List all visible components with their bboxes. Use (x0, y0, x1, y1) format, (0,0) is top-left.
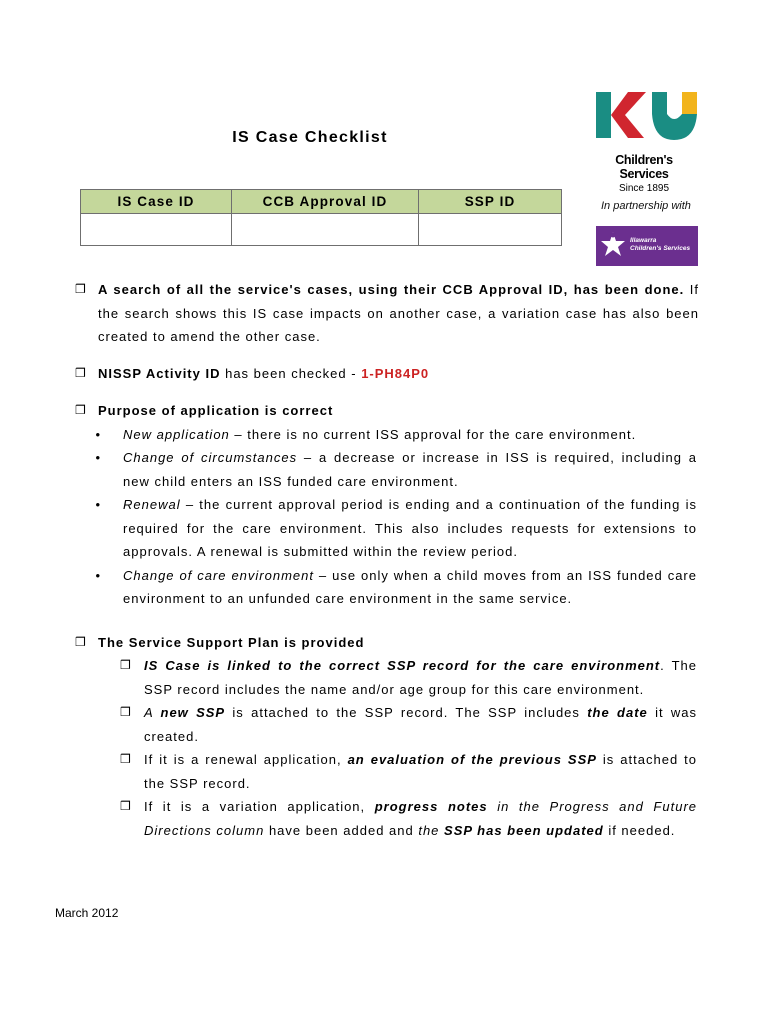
bullet-text: – there is no current ISS approval for the care environment. (229, 426, 637, 442)
ssp-variation-text-mid: have been added and (264, 822, 419, 838)
check-item-purpose (75, 399, 699, 423)
ssp-sub-item-renewal (120, 748, 699, 795)
bullet-renewal (75, 493, 699, 564)
bullet-term: New application (123, 426, 230, 442)
star-figure-icon (596, 226, 630, 266)
id-table (80, 189, 562, 246)
ssp-updated-bold: SSP has been updated (444, 822, 604, 838)
checkbox-icon[interactable]: ❒ (75, 403, 86, 417)
nissp-activity-code: 1-PH84P0 (361, 365, 430, 381)
ssp-heading: The Service Support Plan is provided (98, 634, 365, 650)
ssp-linked-text: . The SSP record includes the name and/or age group for this care environment. (144, 658, 697, 697)
bullet-term: Change of circumstances (123, 450, 298, 465)
check-item-ssp (75, 631, 699, 655)
checkbox-icon[interactable]: ❒ (120, 705, 131, 719)
bullet-icon: • (95, 426, 101, 442)
bullet-icon: • (95, 450, 101, 465)
check-item-nissp (75, 362, 699, 386)
checkbox-icon[interactable]: ❒ (75, 282, 86, 296)
ssp-sub-item-variation (120, 795, 699, 842)
nissp-label: NISSP Activity ID (98, 365, 221, 381)
bullet-text: – a decrease or increase in ISS is required, including a new child enters an ISS funded care environment. (123, 450, 697, 489)
bullet-term: Renewal (123, 497, 181, 512)
ku-logo (594, 90, 706, 194)
checkbox-icon[interactable]: ❒ (75, 634, 86, 649)
header-ssp-id: SSP ID (419, 190, 562, 214)
ku-name: Children's Services (615, 153, 673, 181)
bullet-term: Change of care environment (123, 567, 314, 583)
checklist (75, 278, 699, 842)
footer-date: March 2012 (55, 906, 119, 920)
ku-since: Since 1895 (618, 183, 670, 194)
partner-name-line2: Children's Services (630, 245, 691, 252)
ssp-new-text-end: it was created. (144, 705, 697, 744)
header-ccb-approval-id: CCB Approval ID (232, 190, 419, 214)
ssp-renewal-text-end: is attached to the SSP record. (144, 752, 697, 791)
ssp-variation-text: If it is a variation application, (144, 799, 375, 814)
partner-name-line1: Illawarra (630, 237, 657, 244)
header-is-case-id: IS Case ID (81, 190, 232, 214)
ssp-sub-item-new-ssp (120, 701, 699, 748)
ssp-the-italic: the (418, 822, 445, 838)
checkbox-icon[interactable]: ❒ (120, 799, 131, 813)
bullet-new-application (75, 423, 699, 447)
bullet-change-of-care-environment (75, 564, 699, 611)
ssp-linked-bold: IS Case is linked to the correct SSP record for the care environment (144, 658, 661, 673)
purpose-bullet-list (75, 423, 699, 611)
page-title: IS Case Checklist (232, 129, 388, 146)
bullet-icon: • (95, 497, 101, 512)
ssp-new-bold: new SSP (160, 705, 226, 720)
bullet-icon: • (95, 567, 101, 583)
search-text: If the search shows this IS case impacts on another case, a variation case has also been created to amend the other case. (98, 282, 699, 344)
ssp-date-bold: the date (587, 705, 648, 720)
ssp-variation-text-end: if needed. (603, 822, 676, 838)
ccb-approval-id-cell[interactable] (232, 214, 419, 246)
check-item-search (75, 278, 699, 349)
search-bold-text: A search of all the service's cases, using their CCB Approval ID, has been done. (98, 282, 685, 297)
bullet-text: – the current approval period is ending and a continuation of the funding is required for the care environment. This also includes requests for extensions to approvals. A renewal is submitted within the review period. (123, 497, 697, 559)
ssp-new-text: is attached to the SSP record. The SSP includes (225, 705, 588, 720)
bullet-text: – use only when a child moves from an ISS funded care environment to an unfunded care environment in the same service. (123, 567, 697, 606)
ku-logo-mark (594, 90, 698, 144)
ssp-column-italic: in the Progress and Future Directions column (144, 799, 697, 838)
checkbox-icon[interactable]: ❒ (120, 658, 131, 672)
nissp-text: has been checked - (220, 365, 362, 381)
ssp-sub-item-linked (120, 654, 699, 701)
bullet-change-of-circumstances (75, 446, 699, 493)
checkbox-icon[interactable]: ❒ (120, 752, 131, 766)
illawarra-logo (596, 226, 698, 266)
id-table-header-row (81, 190, 562, 214)
id-table-entry-row (81, 214, 562, 246)
ssp-renewal-text: If it is a renewal application, (144, 752, 348, 767)
checkbox-icon[interactable]: ❒ (75, 365, 86, 380)
is-case-id-cell[interactable] (81, 214, 232, 246)
ssp-new-italic: A (144, 705, 161, 720)
ssp-progress-notes-bold: progress notes (374, 799, 488, 814)
ssp-renewal-bold: an evaluation of the previous SSP (347, 752, 597, 767)
partnership-text: In partnership with (601, 200, 691, 212)
ssp-id-cell[interactable] (419, 214, 562, 246)
purpose-heading: Purpose of application is correct (98, 403, 334, 418)
